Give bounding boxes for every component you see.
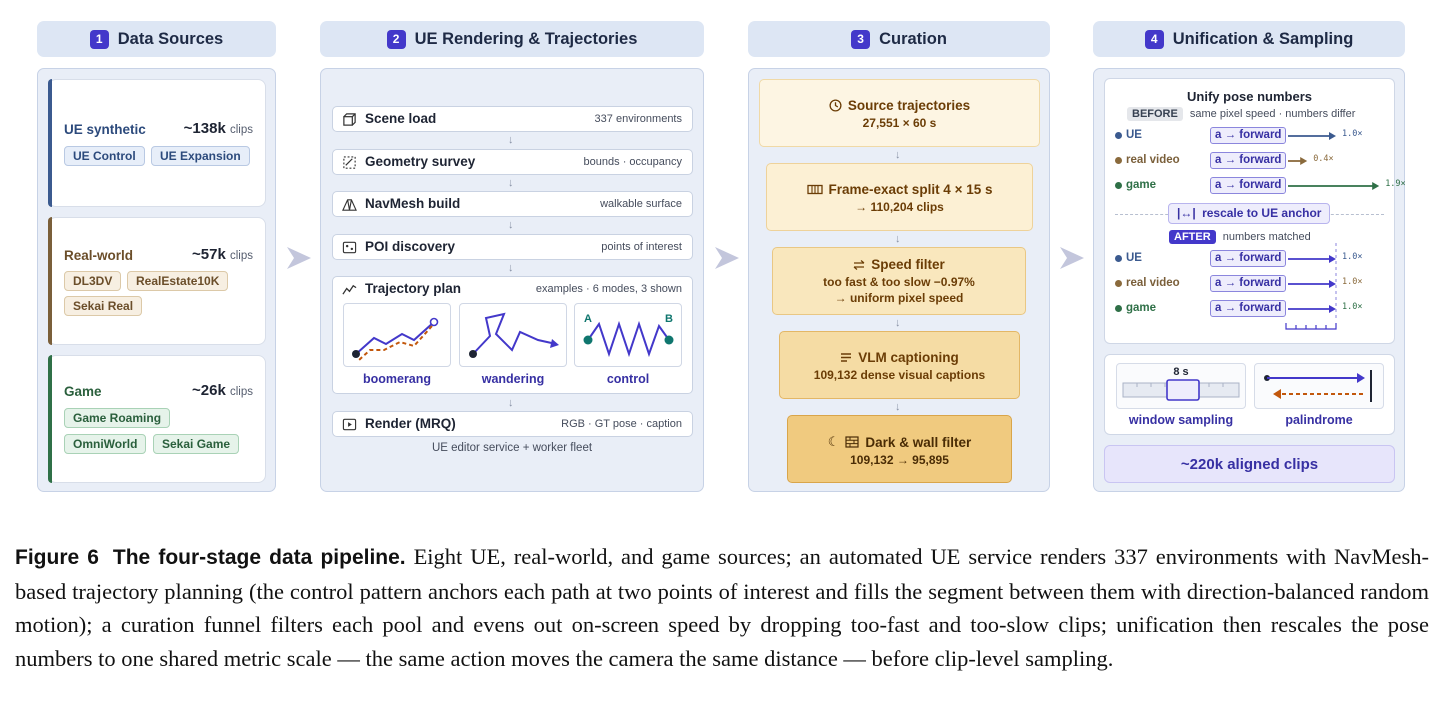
- rescale-chip: [1168, 203, 1330, 224]
- curation-title-text: Dark & wall filter: [865, 434, 972, 450]
- step-title: Scene load: [365, 111, 437, 126]
- stage-number-badge: 2: [387, 30, 406, 49]
- step-title: POI discovery: [365, 239, 456, 254]
- source-dot: [1115, 157, 1122, 164]
- trajectory-icon: [342, 282, 357, 297]
- source-name: UE synthetic: [64, 122, 146, 137]
- multiplier-label: 1.0×: [1342, 129, 1363, 139]
- stage-header-curation: [748, 21, 1050, 57]
- curation-title: [780, 350, 1019, 365]
- count-unit: clips: [229, 250, 253, 262]
- multiplier-label: 1.0×: [1342, 277, 1363, 287]
- moon-icon: ☾: [827, 434, 840, 449]
- clock-icon: [829, 99, 842, 112]
- curation-title: [767, 182, 1032, 197]
- source-dot: [1115, 182, 1122, 189]
- source-dot: [1115, 132, 1122, 139]
- step-poi-discovery: [332, 234, 693, 260]
- curation-sub: → 110,204 clips: [855, 200, 944, 214]
- stage-header-unification: [1093, 21, 1405, 57]
- stage-arrow-icon: [285, 245, 313, 271]
- step-navmesh-build: [332, 191, 693, 217]
- source-card-real-world: [48, 217, 266, 345]
- step-title: Trajectory plan: [365, 281, 462, 296]
- mesh-icon: [342, 197, 357, 212]
- source-chip: UE Expansion: [151, 146, 250, 166]
- curation-frame-split: [766, 163, 1033, 231]
- source-chip: UE Control: [64, 146, 145, 166]
- curation-vlm-captioning: [779, 331, 1020, 399]
- multiplier-label: 1.9×: [1385, 179, 1406, 189]
- step-note: bounds · occupancy: [583, 156, 682, 168]
- source-label: real video: [1126, 277, 1180, 289]
- wall-icon: [845, 436, 859, 448]
- step-title: NavMesh build: [365, 196, 461, 211]
- speed-arrow: [1288, 155, 1311, 167]
- down-arrow-icon: ↓: [895, 401, 901, 413]
- action-chip: a → forward: [1210, 250, 1286, 267]
- rescale-icon: |↔|: [1177, 206, 1196, 220]
- before-row: [1127, 107, 1355, 121]
- step-note: RGB · GT pose · caption: [561, 418, 682, 430]
- multiplier-label: 1.0×: [1342, 302, 1363, 312]
- stage-title: Curation: [879, 29, 947, 48]
- source-chip: Sekai Real: [64, 296, 142, 316]
- down-arrow-icon: ↓: [895, 233, 901, 245]
- unify-pose-card: [1104, 78, 1406, 344]
- source-count: [192, 246, 253, 263]
- curation-title: [760, 98, 1039, 113]
- step-scene-load: [332, 106, 693, 132]
- curation-panel: [748, 68, 1050, 492]
- curation-sub-2: → uniform pixel speed: [834, 291, 964, 305]
- step-geometry-survey: [332, 149, 693, 175]
- figure-title: The four-stage data pipeline.: [112, 546, 406, 569]
- point-b-label: B: [665, 313, 673, 325]
- source-label: UE: [1126, 252, 1142, 264]
- speed-arrow: [1288, 180, 1383, 192]
- point-a-label: A: [584, 313, 592, 325]
- source-name: Real-world: [64, 248, 134, 263]
- poi-icon: [342, 240, 357, 255]
- accent-bar: [48, 217, 52, 345]
- stage-title: Unification & Sampling: [1172, 29, 1354, 48]
- action-chip: a → forward: [1210, 177, 1286, 194]
- down-arrow-icon: ↓: [508, 262, 514, 274]
- curation-sub: 27,551 × 60 s: [862, 116, 937, 130]
- source-card-game: [48, 355, 266, 483]
- down-arrow-icon: ↓: [895, 149, 901, 161]
- source-chip: OmniWorld: [64, 434, 146, 454]
- source-chip: Game Roaming: [64, 408, 170, 428]
- stage-number-badge: 4: [1145, 30, 1164, 49]
- render-footer: UE editor service + worker fleet: [431, 442, 593, 454]
- stage-number-badge: 1: [90, 30, 109, 49]
- count-value: ~57k: [192, 246, 226, 263]
- result-box: [1104, 445, 1395, 483]
- down-arrow-icon: ↓: [508, 219, 514, 231]
- wandering-diagram: [459, 303, 567, 367]
- before-note: same pixel speed · numbers differ: [1189, 108, 1356, 120]
- stage-title: Data Sources: [117, 29, 224, 48]
- speed-arrow: [1288, 130, 1340, 142]
- step-note: 337 environments: [594, 113, 682, 125]
- palindrome-arrows-icon: [1255, 364, 1383, 408]
- action-chip: a → forward: [1210, 275, 1286, 292]
- pose-row-before-game: [1105, 177, 1406, 195]
- accent-bar: [48, 79, 52, 207]
- source-name: Game: [64, 384, 102, 399]
- unify-title: Unify pose numbers: [1187, 89, 1312, 104]
- curation-title-text: Frame-exact split 4 × 15 s: [828, 182, 993, 197]
- figure-label: Figure 6: [15, 546, 99, 569]
- source-label: game: [1126, 179, 1157, 191]
- curation-title-text: VLM captioning: [858, 350, 959, 365]
- source-label: game: [1126, 302, 1157, 314]
- cube-icon: [342, 112, 357, 127]
- stage-title: UE Rendering & Trajectories: [414, 29, 638, 48]
- stage-header-data-sources: [37, 21, 276, 57]
- figure-caption: [15, 540, 1429, 675]
- curation-sub: 109,132 → 95,895: [850, 453, 949, 467]
- source-chip: RealEstate10K: [127, 271, 228, 291]
- data-sources-panel: [37, 68, 276, 492]
- accent-bar: [48, 355, 52, 483]
- multiplier-label: 0.4×: [1313, 154, 1334, 164]
- step-render-mrq: [332, 411, 693, 437]
- source-count: [192, 382, 253, 399]
- film-icon: [807, 184, 823, 195]
- play-icon: [342, 417, 357, 432]
- step-title: Render (MRQ): [365, 416, 456, 431]
- sampling-card: [1104, 354, 1395, 435]
- curation-sub: too fast & too slow −0.97%: [823, 275, 975, 289]
- step-note: examples · 6 modes, 3 shown: [535, 283, 682, 295]
- result-label: ~220k aligned clips: [1180, 455, 1319, 473]
- window-length: 8 s: [1173, 366, 1189, 378]
- pose-row-before-ue: [1105, 127, 1385, 145]
- before-tag: BEFORE: [1127, 107, 1183, 121]
- curation-title-text: Source trajectories: [847, 98, 971, 113]
- count-value: ~138k: [183, 120, 226, 137]
- down-arrow-icon: ↓: [508, 134, 514, 146]
- step-note: walkable surface: [600, 198, 682, 210]
- down-arrow-icon: ↓: [508, 397, 514, 409]
- action-chip: a → forward: [1210, 300, 1286, 317]
- unification-panel: [1093, 68, 1405, 492]
- palindrome-diagram: [1254, 363, 1384, 409]
- step-note: points of interest: [601, 241, 682, 253]
- stage-arrow-icon: [1058, 245, 1086, 271]
- curation-dark-wall-filter: [787, 415, 1012, 483]
- lines-icon: [840, 352, 852, 363]
- step-trajectory-plan: [332, 276, 693, 394]
- curation-title: [788, 434, 1011, 450]
- stage-number-badge: 3: [851, 30, 870, 49]
- mode-label-boomerang: boomerang: [362, 372, 432, 386]
- window-sampling-diagram: [1116, 363, 1246, 409]
- down-arrow-icon: ↓: [508, 177, 514, 189]
- boomerang-path-icon: [344, 304, 450, 366]
- source-count: [184, 120, 253, 137]
- source-chip: DL3DV: [64, 271, 121, 291]
- window-slider-icon: [1117, 378, 1245, 408]
- window-sampling-label: window sampling: [1128, 413, 1234, 427]
- step-title: Geometry survey: [365, 154, 476, 169]
- scan-icon: [342, 155, 357, 170]
- multiplier-label: 1.0×: [1342, 252, 1363, 262]
- control-diagram: [574, 303, 682, 367]
- action-chip: a → forward: [1210, 127, 1286, 144]
- source-label: real video: [1126, 154, 1180, 166]
- source-label: UE: [1126, 129, 1142, 141]
- mode-label-wandering: wandering: [481, 372, 545, 386]
- speed-filter-icon: [853, 259, 865, 271]
- wandering-path-icon: [460, 304, 566, 366]
- source-chip: Sekai Game: [153, 434, 239, 454]
- mode-label-control: control: [606, 372, 650, 386]
- palindrome-label: palindrome: [1285, 413, 1353, 427]
- curation-source-trajectories: [759, 79, 1040, 147]
- source-card-ue-synthetic: [48, 79, 266, 207]
- figure-text: Eight UE, real-world, and game sources; an automated UE service renders 337 environments with NavMesh-based trajectory planning (the control pattern anchors each path at two points of interest and fills the segment between them with direction-balanced random motion); a curation funnel filters each pool and evens out on-screen speed by dropping too-fast and too-slow clips; unification then rescales the pose numbers to one shared metric scale — the same action moves the camera the same distance — before clip-level sampling.: [15, 544, 1430, 671]
- rescale-label: rescale to UE anchor: [1202, 206, 1322, 220]
- curation-speed-filter: [772, 247, 1026, 315]
- alignment-guide: [1105, 239, 1394, 339]
- boomerang-diagram: [343, 303, 451, 367]
- down-arrow-icon: ↓: [895, 317, 901, 329]
- control-path-icon: [575, 304, 681, 366]
- pose-row-before-real-video: [1105, 152, 1385, 170]
- after-tag: AFTER: [1169, 230, 1216, 244]
- action-chip: a → forward: [1210, 152, 1286, 169]
- ue-rendering-panel: [320, 68, 704, 492]
- count-value: ~26k: [192, 382, 226, 399]
- curation-title-text: Speed filter: [871, 257, 945, 272]
- after-note: numbers matched: [1222, 231, 1311, 243]
- stage-arrow-icon: [713, 245, 741, 271]
- stage-header-ue-rendering: [320, 21, 704, 57]
- curation-title: [773, 257, 1025, 272]
- count-unit: clips: [229, 124, 253, 136]
- count-unit: clips: [229, 386, 253, 398]
- curation-sub: 109,132 dense visual captions: [813, 368, 986, 382]
